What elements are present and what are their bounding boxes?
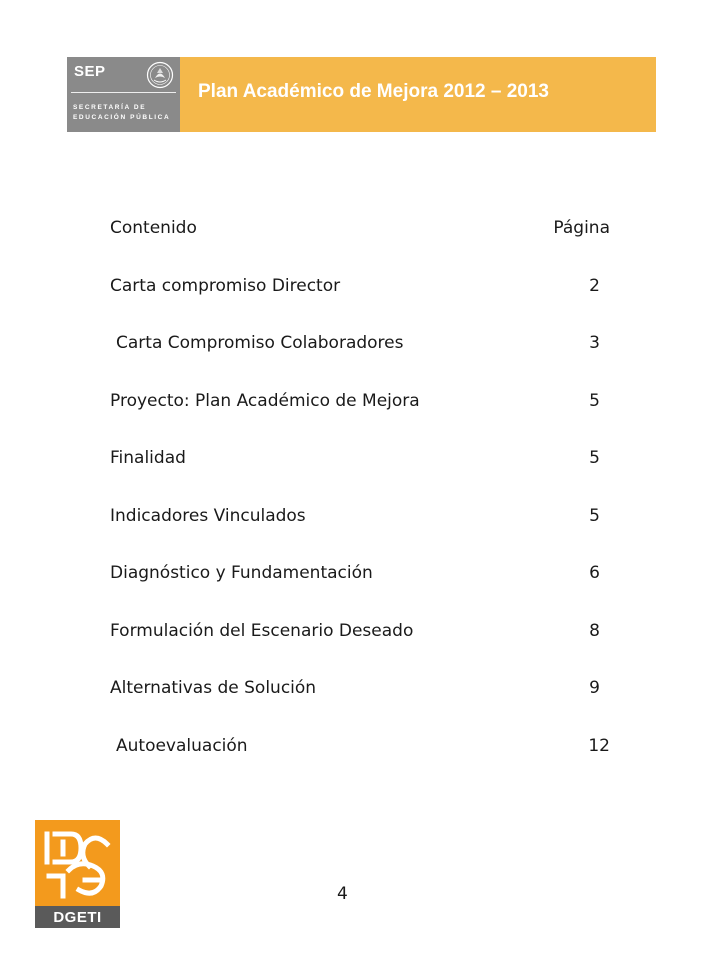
sep-logo-text: SEP — [74, 63, 106, 80]
sep-logo-block — [67, 57, 180, 132]
toc-entry-title: Proyecto: Plan Académico de Mejora — [110, 390, 420, 411]
toc-entry-page: 9 — [589, 678, 600, 698]
toc-entry[interactable] — [110, 560, 610, 618]
dgeti-logo — [35, 820, 120, 928]
toc-heading-row — [110, 215, 610, 273]
toc-entry-title: Autoevaluación — [116, 735, 248, 756]
toc-entry-title: Finalidad — [110, 448, 186, 468]
sep-name-line1: SECRETARÍA DE — [73, 104, 147, 111]
toc-entry-title: Indicadores Vinculados — [110, 505, 306, 526]
toc-entry[interactable] — [110, 388, 610, 446]
table-of-contents — [110, 215, 610, 790]
toc-entry[interactable] — [110, 733, 610, 791]
page-number: 4 — [337, 884, 348, 904]
toc-heading-contenido: Contenido — [110, 218, 197, 238]
document-title: Plan Académico de Mejora 2012 – 2013 — [198, 81, 549, 102]
toc-heading-pagina: Página — [553, 218, 610, 238]
toc-entry-page: 3 — [589, 333, 600, 353]
toc-entry[interactable] — [110, 273, 610, 331]
toc-entry-title: Carta compromiso Director — [110, 275, 341, 296]
toc-entry-page: 5 — [589, 505, 600, 526]
dgeti-logo-text: DGETI — [53, 909, 102, 926]
toc-entry-title: Formulación del Escenario Deseado — [110, 620, 414, 641]
sep-name-line2: EDUCACIÓN PÚBLICA — [73, 114, 171, 121]
toc-entry[interactable] — [110, 503, 610, 561]
toc-entry[interactable] — [110, 445, 610, 503]
dgeti-emblem-icon — [41, 826, 114, 902]
toc-entry-title: Carta Compromiso Colaboradores — [116, 333, 404, 353]
toc-entry-page: 12 — [588, 735, 610, 756]
toc-entry-page: 8 — [589, 620, 600, 641]
header-banner — [67, 57, 656, 132]
toc-entry-page: 2 — [589, 275, 600, 296]
toc-entry[interactable] — [110, 330, 610, 388]
toc-entry-page: 5 — [589, 448, 600, 468]
toc-entry-title: Diagnóstico y Fundamentación — [110, 563, 373, 583]
national-emblem-icon — [146, 61, 174, 89]
toc-entry-title: Alternativas de Solución — [110, 678, 317, 698]
toc-entry[interactable] — [110, 618, 610, 676]
sep-divider — [71, 92, 176, 93]
toc-entry-page: 6 — [589, 563, 600, 583]
toc-entry-page: 5 — [589, 390, 600, 411]
toc-entry[interactable] — [110, 675, 610, 733]
